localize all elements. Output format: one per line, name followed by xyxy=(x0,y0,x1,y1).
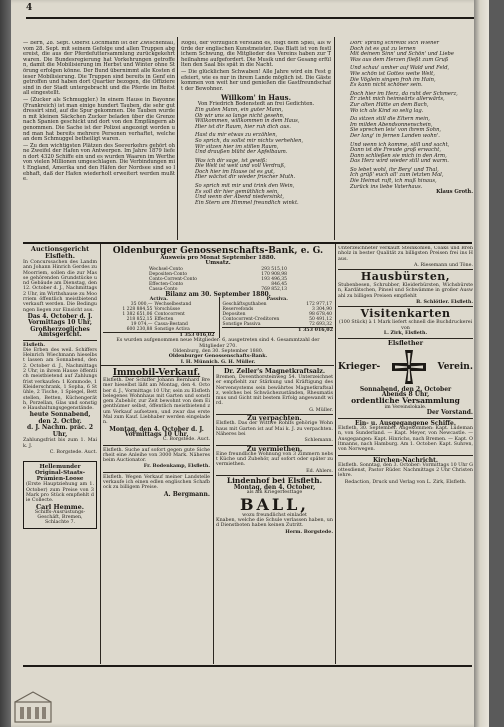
page-binding xyxy=(474,0,489,727)
poem-line: Er zieht mich heimwärts allerwärts, xyxy=(350,96,445,103)
row-label: Cassa-Bestand xyxy=(154,322,188,328)
visiten-title: Visitenkarten xyxy=(360,307,451,321)
row-label: Contocorrent xyxy=(154,312,185,318)
row-value: 293 515,10 xyxy=(261,266,287,272)
poem-line: Da sitzen still die Eltern mein, xyxy=(350,116,430,123)
wanted-body: Elsfleth. Suche auf sofort gegen gute Sicherheit eine Anleihe von 3000 Mark. Näheres beim Auctionator. xyxy=(103,447,210,464)
krieger-org: Elsflether xyxy=(387,339,424,348)
visiten-signer: L. Zirk, Elsfleth. xyxy=(383,329,428,336)
lottery-body: (Erste Hauptziehung am 1. October) zum Preise von 3 Mark pro Stück empfiehlt die Collecte. xyxy=(26,482,94,504)
poem-line: Es kann nicht schöner sein. xyxy=(350,82,423,89)
poem-line: Doch ist es gut zu lernen xyxy=(350,45,416,52)
poem-line: Zur alten Hütte an dem Bach, xyxy=(350,101,429,108)
poem-line: Wie schön ist Gottes weite Welt, xyxy=(350,70,435,77)
shipping-body: Elsfleth, 30. September. Angekommen: Kapt. Lüdemann, von Sunderland. — Kapt. Meyer, von Newcastle. — Ausgegangen: Kapt. Hinrichs, nach Bremen. — Kapt. Oltmanns, nach Hamburg. Am 1. October: Kapt. Suhren, von Norwegen. xyxy=(338,426,473,453)
verpachten-title: Zu verpachten. xyxy=(247,414,302,423)
poem-line: Willkommen, willkommen in dem Haus, xyxy=(195,118,300,125)
krieger-title: ordentliche Versammlung xyxy=(351,396,460,406)
poem-line: Doch hier im Herz, da ruht der Schmerz, xyxy=(350,90,458,97)
coal-signer: A. Riesemann und Töne. xyxy=(413,262,473,268)
poem-line: Dann schließen sie mich in den Arm, xyxy=(350,152,447,159)
article-paragraph: Rogel, der vorzüglich verstand es, folgt dem Spiel, als würde der englischen Kunstmeister. Das Blatt ist von festlichem Schwung, die Mitglieder des Vereins haben zur Theilnahme aufgefordert. Die Musik und der Gesang erfüllten den Saal bis spät in die Nacht. xyxy=(181,41,331,69)
poem-body xyxy=(181,108,331,207)
activa-table xyxy=(103,302,215,332)
row-label: Depositen-Conto xyxy=(149,271,188,277)
auction-body: In Concurssachen des Landmann Johann Hinrich Gerdes zu Moorriem, sollen die zur Masse gehörenden Grundstücke und Gebäude am Dienstag, den 12. October d. J., Nachmittags 2 Uhr, im Wirthshause zu Moorriem öffentlich meistbietend verkauft werden. Die Bedingungen liegen zur Einsicht aus. xyxy=(23,260,97,313)
row-value: 1 228 884,55 xyxy=(122,307,153,313)
poem-line: Mit deinem Sinn' und Schön' und Liebe xyxy=(350,51,454,58)
row-value: 3 304,90 xyxy=(311,307,332,313)
divider xyxy=(103,472,210,473)
poem-line: So sprich mit mir und trink den Wein, xyxy=(195,183,295,190)
auction2-signer: C. Borgstede. Auct. xyxy=(49,450,97,456)
row-label: Wechselbestand xyxy=(154,302,192,308)
bank-umsatz-label: Umsatz. xyxy=(205,260,231,267)
row-value: 35 000,— xyxy=(130,302,153,308)
ball-top: Lindenhof bei Elsfleth. xyxy=(226,476,323,486)
wohnung-signer: Ed. Ahlers. xyxy=(306,468,333,474)
ball-note: Knaben, welche die Schule verlassen haben, und Dienstboten haben keinen Zutritt. xyxy=(216,517,333,529)
row-value: 769 852,13 xyxy=(261,286,287,292)
krieger-signer: Der Vorstand. xyxy=(426,409,473,417)
poem-line: Wo ich als Kind so selig lag. xyxy=(350,107,424,114)
coal-body: Unterzeichneter verkauft Steinkohlen, Coaks und Brennholz in bester Qualität zu billigsten Preisen frei ins Haus. xyxy=(338,246,473,262)
magnet-signer: G. Müller. xyxy=(309,407,333,413)
ads-separator xyxy=(23,242,472,244)
poem-line: Ich grüß' euch all' zum letzten Mal, xyxy=(350,172,444,179)
poem-line: Das Herz wird wieder still und warm. xyxy=(350,158,449,165)
divider xyxy=(338,418,473,419)
poem-line: Hier wächst dir wieder frischer Muth. xyxy=(195,174,296,181)
poem-line: Ob wir uns so lange nicht gesehn, xyxy=(195,112,285,119)
poem-subtitle: Von Friedrich Bodenstedt an frei Gedichten. xyxy=(197,101,315,108)
ball-pre: als am Kriegerfesttage xyxy=(246,490,303,496)
row-value: 218 852,15 xyxy=(126,317,153,323)
poem-line: Der lang' in fernen Landen wohn'. xyxy=(350,132,440,139)
poem-line: Und schau' umher auf Wald und Feld, xyxy=(350,65,450,72)
poem-line: Was aus dem Herzen fließt zum Gruß xyxy=(350,56,449,63)
ad-column-a xyxy=(23,246,97,646)
poem-title: Willkom' in Haus. xyxy=(220,93,292,103)
row-value: 19 074,— xyxy=(130,322,153,328)
iron-cross-icon xyxy=(390,348,428,386)
church-body: Elsfleth. Sonntag, den 3. October: Vormittags 10 Uhr Gottesdienst, Pastor Rüder. Nachmittags 2 Uhr Christenlehre. xyxy=(338,462,473,479)
footer-imprint: Redaction, Druck und Verlag von L. Zirk, Elsfleth. xyxy=(344,479,467,485)
krieger-sub: im Vereinslokale. xyxy=(384,405,427,411)
row-label: Conto-Corrent-Conto xyxy=(149,276,198,282)
poem-line: Und wenn der Abend niedersinkt, xyxy=(195,194,284,201)
row-value: 172 977,17 xyxy=(306,302,332,308)
bank-statement-ad xyxy=(103,246,333,363)
row-value: 193 496,35 xyxy=(261,276,287,282)
scan-edge xyxy=(0,0,11,727)
article-column-3 xyxy=(338,41,473,241)
column-divider xyxy=(334,37,335,240)
lottery-ad xyxy=(23,461,97,528)
divider xyxy=(101,365,334,366)
auction-time: Vormittags 10 Uhr, xyxy=(28,319,92,327)
krieger-right: Verein. xyxy=(437,361,473,372)
poem-line: Doch hier im Hause ist es gut, xyxy=(195,168,275,175)
bank-subtitle: Ausweis pro Monat September 1880. xyxy=(160,255,276,261)
poem-body xyxy=(338,41,473,190)
row-label: Geschäftsguthaben xyxy=(222,302,267,308)
bank-org: Oldenburger Genossenschafts-Bank. xyxy=(168,353,268,360)
row-label: Reservefonds xyxy=(222,307,254,313)
row-value: 846,45 xyxy=(271,281,287,287)
article-column-1 xyxy=(23,41,175,241)
ad-column-b xyxy=(103,368,210,658)
passiva-total: 1 353 016,02 xyxy=(222,327,334,333)
lottery-title: Hellemunder Original-Staats-Prämien-Loose xyxy=(34,464,86,483)
verpachten-body: Elsfleth. Das der Wittwe Rohlfs gehörige Wohnhaus mit Garten ist auf Mai k. J. zu verpachten. Näheres bei xyxy=(216,421,333,437)
verpachten-signer: Schlemann. xyxy=(304,438,333,444)
article-paragraph: — Die glücklichen Schwaben! Alle Jahre wird ein Fest gefeiert, wie es nur in ihrem Lande möglich ist. Die Gäste kommen von weit her und genießen die Gastfreundschaft der Bewohner. xyxy=(181,68,331,92)
auction2-note: Zahlungsfrist bis zum 1. Mai k. J. xyxy=(23,438,97,449)
poem-line: Dann ist die Freude groß erwacht, xyxy=(350,147,441,154)
visiten-body: (100 Stück) à 1 Mark liefert schnell die Buchdruckerei von xyxy=(338,320,473,331)
krieger-date: Sonnabend, den 2. October xyxy=(359,385,452,393)
article-paragraph: — Bern, 28. Sept. Oberst Lochmann ist der Zwischenfall, vom 28. Sept. mit seinem Gefolge und allen Truppen abgereist, die aus der Pferdefuttersammlung zurückgekehrt waren. Die Bundesregierung hat Vorkehrungen getroffen, damit die Mobilisierung im Herbst und Winter ohne Störung erfolgen könne. Der Bund übernimmt alle Kosten dieser Mobilisierung. Die Truppen sind bereits in Genf eingetroffen und haben dort Quartier bezogen, die Offiziere sind in der Stadt untergebracht und die Pferde im Reitstall eingestellt. xyxy=(23,41,175,97)
row-label: Vorschüsse xyxy=(154,307,180,313)
bank-signers: J. H. Münnich. G. H. Müller. xyxy=(180,358,256,363)
poem-line: Und wenn ich komme, still und sacht, xyxy=(350,141,450,148)
schafbock-body: Elsfleth. Wegen Verkauf meiner Landstelle verkaufe ich einen edlen englischen Schafbock zu billigem Preise. xyxy=(103,474,210,491)
poem-line: Die Heimat ruft, ich muß hinaus, xyxy=(350,178,437,185)
activa-total: 1 353 016,02 xyxy=(103,332,215,338)
ad-column-c xyxy=(216,368,333,658)
column-divider xyxy=(177,37,178,240)
divider xyxy=(103,445,210,446)
column-divider xyxy=(100,244,101,664)
poem-line: Ein guten Mann, ein guter Mann, xyxy=(195,106,284,113)
row-label: Sonstige Activa xyxy=(154,327,190,333)
column-divider xyxy=(335,244,336,664)
poem-line: Ein Stern am Himmel freundlich winkt. xyxy=(195,199,299,206)
wanted-name: Fr. Bodenkamp, Elsfleth. xyxy=(143,463,210,470)
poem-line: Dort' sprang schreibt sich Wiener xyxy=(350,41,440,46)
ball-date: Montag, den 4. October, xyxy=(233,484,316,492)
row-label: Effecten xyxy=(154,317,174,323)
krieger-header xyxy=(338,347,473,387)
auction-title: Auctionsgericht Elsfleth. xyxy=(30,246,90,260)
passiva-column xyxy=(219,297,334,339)
row-value: 72 693,32 xyxy=(309,322,332,328)
poem-line: Hast du mir etwas zu erzählen, xyxy=(195,132,278,139)
header-rule xyxy=(26,17,474,19)
bank-date: Oldenburg, den 30. September 1880. xyxy=(172,349,264,355)
passiva-table xyxy=(222,302,334,327)
poem-line: Es soll dir hier gemüthlich sein, xyxy=(195,188,279,195)
activa-label: Activa. xyxy=(149,295,168,302)
immobile-signer: C. Borgstede. Auct. xyxy=(162,437,210,443)
row-label: Effecten-Conto xyxy=(149,281,184,287)
immobile-date: Montag, den 4. October d. J. xyxy=(109,425,204,433)
poem-line: So sprich, du sollst mir nichts verhehlen, xyxy=(195,137,304,144)
row-label: Wechsel-Conto xyxy=(149,266,183,272)
row-value: 1 382 651,06 xyxy=(122,312,153,318)
hausbuersten-title: Hausbürsten, xyxy=(360,270,451,284)
magnet-body: Bremen, Doventhorsteinweg 54. Unterzeichneter empfiehlt zur Stärkung und Kräftigung des Nervensystems sein bewährtes Magnetkraftsalz, welches bei Schwächezuständen, Rheumatismus und Gicht mit bestem Erfolg angewandt wird. xyxy=(216,375,333,407)
article-paragraph: — (Zucker als Schmuggler.) In einem Hause in Bayonne (Frankreich) ist man einige hundert Tauben, die sehr gut dressirt sind, auf die Spur gekommen. Die Tauben wurden mit kleinen Säckchen Zucker beladen über die Grenze nach Spanien geschickt und dort von den Empfängern abgenommen. Die Sache ist der Polizei angezeigt worden und man hat bereits mehrere Personen verhaftet, welche an dem Schmuggel betheiligt waren. xyxy=(23,96,175,143)
auction2-date: heute Sonnabend, den 2. Octbr. xyxy=(29,411,91,425)
lottery-place: Schiffs-Ausrüstungs-Geschäft, Bremen, Schlachte 7. xyxy=(34,509,86,526)
poem-signature: Klaus Groth. xyxy=(436,189,473,196)
poem-line: Sie sprechen leis' von ihrem Sohn, xyxy=(350,127,442,134)
immobile-title: Immobil-Verkauf. xyxy=(112,368,201,378)
activa-column xyxy=(103,297,215,339)
row-label: Sonstige Passiva xyxy=(222,322,261,328)
wohnung-body: Eine freundliche Wohnung von 3 Zimmern nebst Küche und Zubehör, auf sofort oder später zu vermiethen. xyxy=(216,451,333,468)
ball-body: wozu freundlichst einladet xyxy=(242,512,307,518)
article-column-2 xyxy=(181,41,331,241)
library-stamp-icon xyxy=(13,690,53,724)
poem-line: Die Welt ist weit und voll Verdruß, xyxy=(195,163,286,170)
poem-line: Und draußen blüht der Apfelbaum. xyxy=(195,149,288,156)
column-divider xyxy=(213,366,214,664)
row-value: 50 491,12 xyxy=(309,317,332,323)
row-value: 98 678,40 xyxy=(309,312,332,318)
lottery-signer: Carl Hemme. xyxy=(36,502,84,511)
row-label: Depositen xyxy=(222,312,246,318)
poem-line: So lebet wohl, ihr Berg' und Thal, xyxy=(350,166,439,173)
newspaper-page xyxy=(11,0,489,727)
row-value: 600 230,88 xyxy=(126,327,153,333)
ball-title: BALL, xyxy=(239,494,309,514)
poem-line: Im milden Abendsonnenschein, xyxy=(350,121,433,128)
row-label: Contocorrent-Creditoren xyxy=(222,317,280,323)
article-paragraph: — Zu den wichtigsten Plätzen des Seeverkehrs gehört ohne Zweifel der Hafen von Antwerpen. Im Jahre 1879 liefen dort 4320 Schiffe ein und es wurden Waaren im Werthe von vielen Millionen umgeschlagen. Die Verbindungen mit England, Amerika und den Häfen der Nordsee sind so lebhaft, daß der Hafen wiederholt erweitert werden mußte. xyxy=(23,142,175,183)
auction2-time: d. J. Nachm. präc. 2 Uhr, xyxy=(26,424,94,438)
auction2-place: Elsfleth. xyxy=(23,341,46,348)
divider xyxy=(338,455,473,456)
hausbuersten-signer: B. Schlötler. Elsfleth. xyxy=(416,299,473,306)
bank-title: Oldenburger Genossenschafts-Bank, e. G. xyxy=(112,246,324,256)
page-bottom-rule xyxy=(23,665,472,667)
church-title: Kirchen-Nachricht. xyxy=(372,456,439,464)
immobile-body: Elsfleth. Der Schiffer Johann Bernhard Bremer hieselbst läßt am Montag, den 4. October d. J., Vormittags 10 Uhr, sein zu Elsfleth belegenes Wohnhaus mit Garten und sonstigem Zubehör, zur Zeit bewohnt von dem Eigenthümer selbst, öffentlich meistbietend zum Verkauf aufsetzen, und zwar das erste Mal zum Kauf. Liebhaber werden eingeladen. xyxy=(103,378,210,426)
row-value: 170 908,98 xyxy=(261,271,287,277)
krieger-time: Abends 8 Uhr, xyxy=(381,390,430,398)
poem-line: Was ich dir sage, ist gewiß: xyxy=(195,157,268,164)
auction2-body: Die Erben des weil. Schiffers Heinrich Wiechmann hieselbst lassen am Sonnabend, den 2. October d. J., Nachmittags 2 Uhr, in ihrem Hause öffentlich meistbietend auf Zahlungsfrist verkaufen: 1 Kommode, 1 Kleiderschrank, 1 Sopha, 6 Stühle, 2 Tische, 1 Spiegel, Bettstellen, Betten, Küchengeräth, Porzellan, Glas und sonstige Haushaltungsgegenstände. xyxy=(23,347,97,412)
krieger-left: Krieger- xyxy=(338,361,381,372)
auction-court: Großherzogliches Amtsgericht. xyxy=(30,325,90,339)
immobile-time: Vormittags 10 Uhr, xyxy=(124,430,189,438)
shipping-title: Ein- u. Ausgegangene Schiffe. xyxy=(355,419,456,427)
row-label: Cassa-Conto xyxy=(149,286,178,292)
schafbock-signer: A. Bergmann. xyxy=(163,490,210,498)
poem-line: Die Vöglein singen froh im Hain, xyxy=(350,76,436,83)
wohnung-title: Zu vermiethen. xyxy=(246,444,303,453)
poem-line: Zurück ins liebe Vaterhaus. xyxy=(350,183,423,190)
bank-members: Es wurden aufgenommen neue Mitglieder: 6, ausgetreten sind 4. Gesammtzahl der Mitglieder 270. xyxy=(116,338,320,349)
magnet-title: Dr. Zeller's Magnetkraftsalz. xyxy=(223,368,326,375)
divider xyxy=(23,340,97,341)
hausbuersten-body: Stubenbesen, Schrubber, Kleiderbürsten, Wichsbürsten, Kardätschen, Pinsel und Schwämme in großer Auswahl zu billigen Preisen empfiehlt xyxy=(338,283,473,299)
bilanz-body xyxy=(103,297,333,339)
ad-column-d xyxy=(338,246,473,658)
auction-date: Das 4. October d. J. xyxy=(27,312,93,320)
poem-line: Hier ist dir Raum, hier ruh dich aus. xyxy=(195,123,291,130)
umsatz-table xyxy=(148,267,288,292)
bilanz-title: Bilanz am 30. September 1880. xyxy=(165,290,271,298)
poem-line: Wir sitzen hier im stillen Raum, xyxy=(195,143,279,150)
passiva-label: Passiva. xyxy=(266,295,288,302)
page-number: 4 xyxy=(26,3,33,13)
ball-signer: Herm. Borgstede. xyxy=(285,528,333,535)
